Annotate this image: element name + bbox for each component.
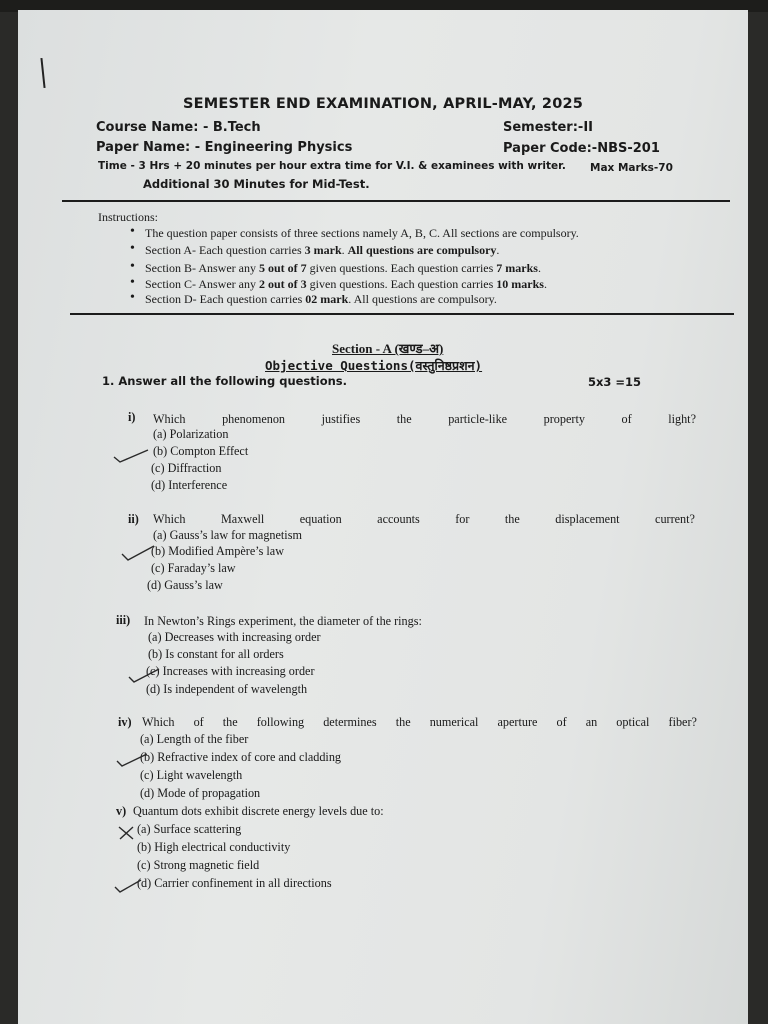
divider [70, 313, 734, 315]
question-number: v) [116, 804, 127, 818]
tick-mark-icon [120, 545, 156, 565]
option: (a) Length of the fiber [140, 732, 249, 746]
max-marks: Max Marks-70 [590, 162, 673, 174]
time-note: Time - 3 Hrs + 20 minutes per hour extra time for V.I. & examinees with writer. [98, 160, 566, 172]
option: (b) Compton Effect [153, 444, 249, 458]
option: (d) Mode of propagation [140, 786, 261, 800]
question-number: i) [128, 410, 136, 424]
instruction-item: • The question paper consists of three sections namely A, B, C. All sections are compulsory. [145, 226, 579, 241]
option: (c) Strong magnetic field [137, 858, 260, 872]
semester: Semester:-II [503, 120, 593, 135]
instruction-item: • Section A- Each question carries 3 mark. All questions are compulsory. [145, 243, 499, 258]
option: (c) Light wavelength [140, 768, 243, 782]
option: (d) Interference [151, 478, 228, 492]
option: (a) Decreases with increasing order [148, 630, 321, 644]
cross-mark-icon [116, 824, 138, 842]
additional-time: Additional 30 Minutes for Mid-Test. [143, 177, 370, 191]
instruction-item: • Section D- Each question carries 02 mark. All questions are compulsory. [145, 292, 497, 307]
question-number: ii) [128, 512, 139, 526]
question-number: iv) [118, 715, 132, 729]
option: (a) Polarization [153, 427, 229, 441]
question-text: Which phenomenon justifies the particle-like property of light? [153, 412, 696, 426]
option: (d) Is independent of wavelength [146, 682, 308, 696]
course-name: Course Name: - B.Tech [96, 120, 261, 135]
question-text: In Newton’s Rings experiment, the diameter of the rings: [144, 614, 422, 628]
option: (c) Increases with increasing order [146, 664, 315, 678]
option: (b) Refractive index of core and cladding [140, 750, 342, 764]
tick-mark-icon [127, 668, 161, 686]
option: (a) Gauss’s law for magnetism [153, 528, 302, 542]
option: (d) Carrier confinement in all directions [137, 876, 332, 890]
tick-mark-icon [113, 878, 143, 896]
instruction-item: • Section C- Answer any 2 out of 3 given questions. Each question carries 10 marks. [145, 277, 547, 292]
option: (c) Diffraction [151, 461, 222, 475]
question-number: iii) [116, 613, 131, 627]
option: (b) Is constant for all orders [148, 647, 284, 661]
question-text: Which of the following determines the numerical aperture of an optical fiber? [142, 715, 697, 729]
section-title: Section - A (खण्ड–अ) [332, 341, 444, 356]
divider [62, 200, 730, 202]
section-subtitle: Objective Questions(वस्तुनिष्ठप्रशन) [265, 358, 483, 373]
section-marks: 5x3 =15 [588, 375, 642, 389]
tick-mark-icon [115, 752, 149, 770]
instruction-item: • Section B- Answer any 5 out of 7 given questions. Each question carries 7 marks. [145, 261, 541, 276]
question-text: Quantum dots exhibit discrete energy levels due to: [133, 804, 384, 818]
exam-title: SEMESTER END EXAMINATION, APRIL-MAY, 2025 [183, 96, 584, 112]
option: (b) High electrical conductivity [137, 840, 291, 854]
option: (a) Surface scattering [137, 822, 242, 836]
paper-code: Paper Code:-NBS-201 [503, 141, 660, 156]
question-text: Which Maxwell equation accounts for the displacement current? [153, 512, 695, 526]
question-heading: 1. Answer all the following questions. [102, 374, 348, 388]
paper-name: Paper Name: - Engineering Physics [96, 140, 353, 155]
tick-mark-icon [112, 447, 152, 467]
option: (d) Gauss’s law [147, 578, 223, 592]
instructions-heading: Instructions: [98, 210, 158, 224]
option: (c) Faraday’s law [151, 561, 236, 575]
option: (b) Modified Ampère’s law [151, 544, 285, 558]
